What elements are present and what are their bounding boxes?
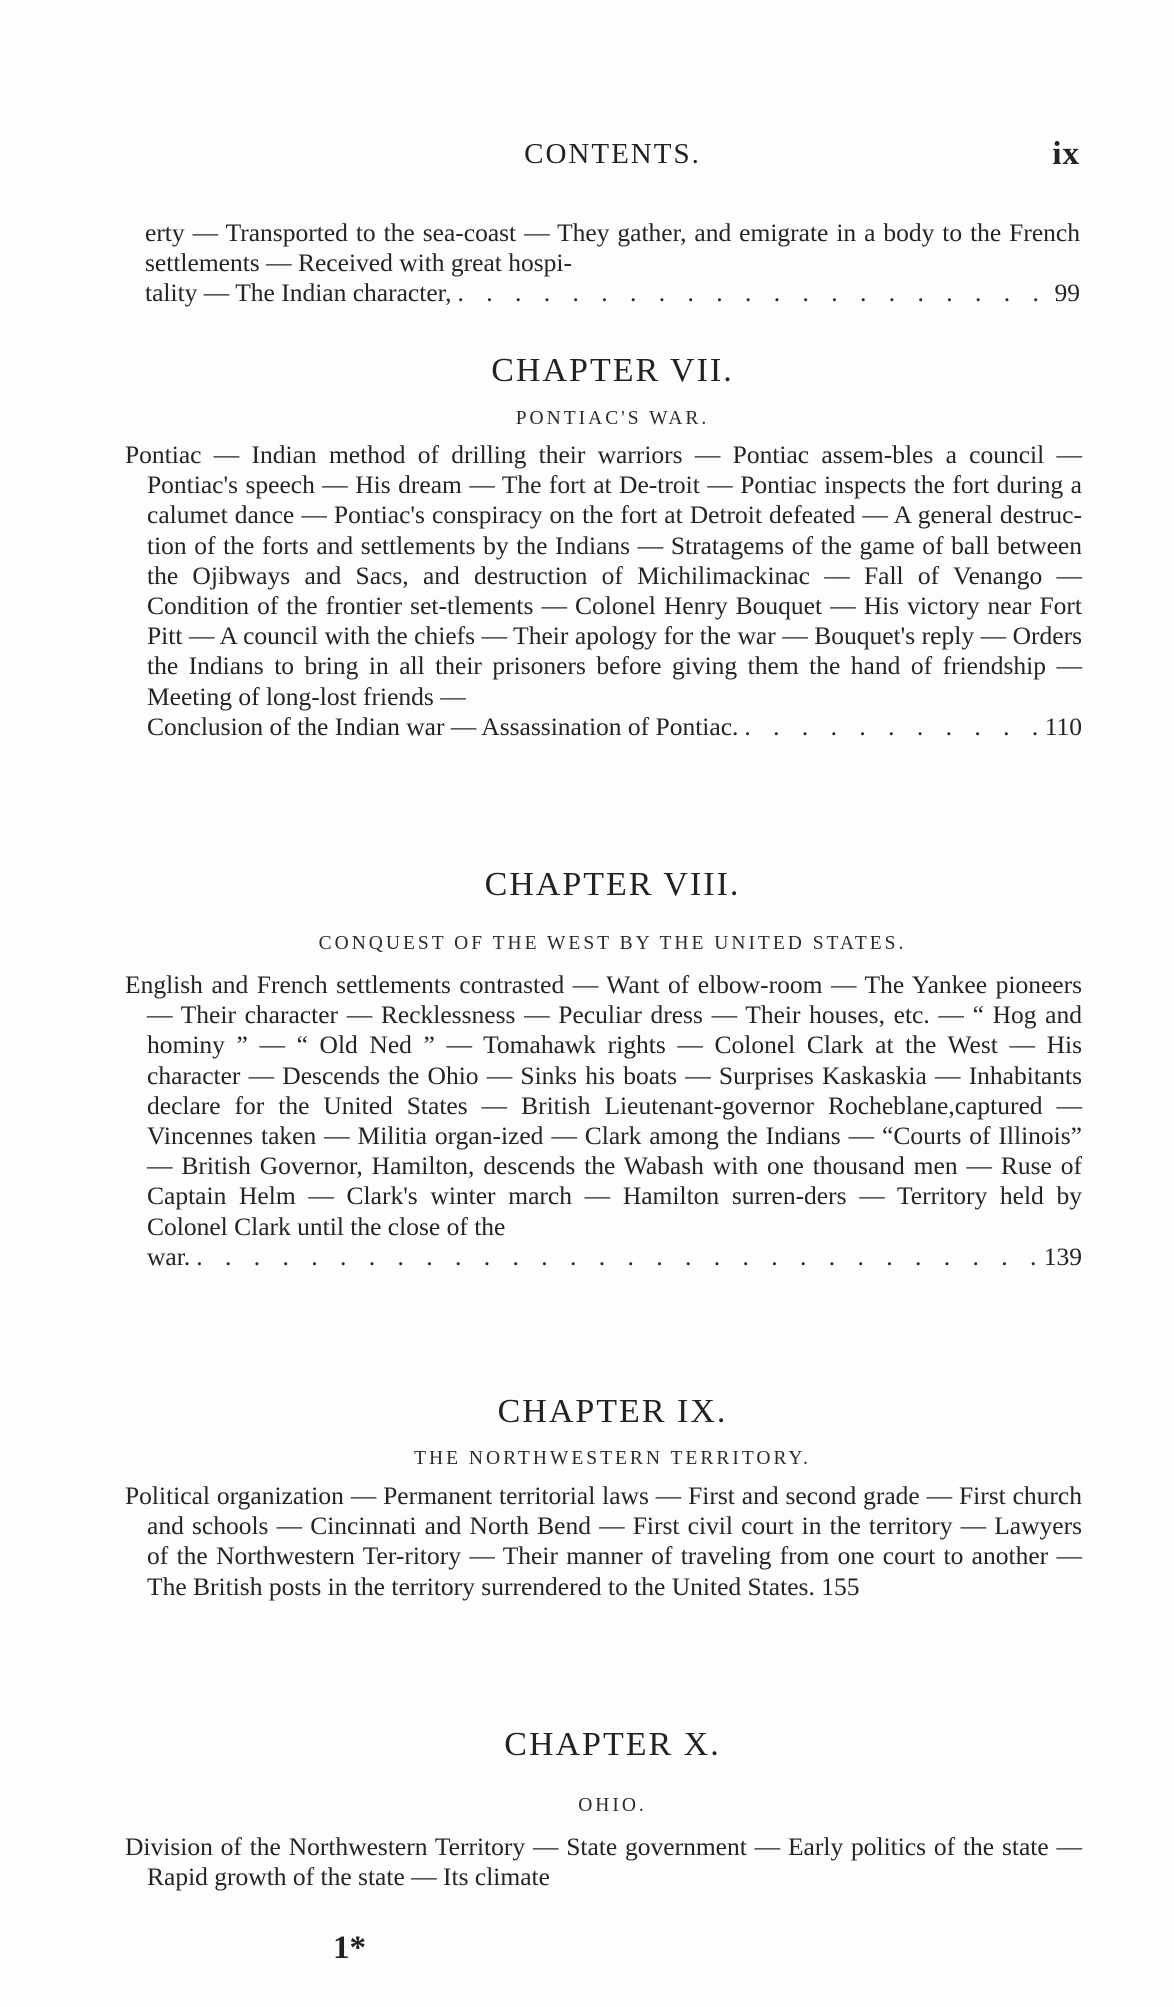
running-head [145, 138, 1080, 178]
chapter-8-leader-line [147, 1242, 1082, 1272]
chapter-8-summary-text: English and French settlements contrasted — Want of elbow-room — The Yankee pioneers — Their character — Recklessness — Peculiar dress — Their houses, etc. — “ Hog and hominy ” — “ Old Ned ” — Tomahawk rights — Colonel Clark at the West — His character — Descends the Ohio — Sinks his boats — Surprises Kaskaskia — Inhabitants declare for the United States — British Lieutenant-governor Rocheblane,captured — Vincennes taken — Militia organ-ized — Clark among the Indians — “Courts of Illinois” — British Governor, Hamilton, descends the Wabash with one thousand men — Ruse of Captain Helm — Clark's winter march — Hamilton surren-ders — Territory held by Colonel Clark until the close of the [125, 970, 1082, 1241]
chapter-8-last-line: war. [147, 1241, 191, 1271]
chapter-9-summary-text: Political organization — Permanent territorial laws — First and second grade — First church and schools — Cincinnati and North Bend — First civil court in the territory — Lawyers of the Northwestern Ter-ritory — Their manner of traveling from one court to another — The British posts in the territory surrendered to the United States. 155 [125, 1481, 1082, 1601]
chapter-7-heading: CHAPTER VII. [491, 352, 734, 389]
signature-mark: 1* [333, 1930, 366, 1966]
chapter-7-leader-line [147, 712, 1082, 742]
chapter-8-summary [125, 970, 1082, 1272]
dot-leader [458, 278, 1049, 308]
chapter-9-heading: CHAPTER IX. [497, 1393, 728, 1430]
continuation-last-line: tality — The Indian character, [145, 278, 452, 308]
running-head-title: CONTENTS. [524, 138, 701, 170]
chapter-10-summary [125, 1832, 1082, 1892]
chapter-10-summary-text: Division of the Northwestern Territory — State government — Early politics of the state — Rapid growth of the state — Its climate [125, 1832, 1082, 1892]
chapter-10-subtitle: OHIO. [578, 1795, 647, 1816]
chapter-7-summary [125, 440, 1082, 742]
chapter-8-subtitle: CONQUEST OF THE WEST BY THE UNITED STATES. [318, 933, 907, 954]
chapter-8-page: 139 [1043, 1241, 1082, 1271]
chapter-7-last-line: Conclusion of the Indian war — Assassination of Pontiac. [147, 711, 739, 741]
dot-leader [196, 1242, 1038, 1272]
continuation-page: 99 [1054, 278, 1080, 308]
page-number: ix [1052, 136, 1080, 172]
continuation-entry [145, 218, 1080, 309]
chapter-10-heading: CHAPTER X. [504, 1726, 721, 1763]
chapter-8-heading: CHAPTER VIII. [484, 866, 741, 903]
chapter-9-subtitle: THE NORTHWESTERN TERRITORY. [414, 1448, 811, 1469]
chapter-9-summary [125, 1481, 1082, 1602]
continuation-text: erty — Transported to the sea-coast — They gather, and emigrate in a body to the French settlements — Received with great hospi- [145, 218, 1080, 278]
chapter-7-subtitle: PONTIAC'S WAR. [515, 408, 710, 429]
chapter-7-page: 110 [1044, 711, 1082, 741]
chapter-7-summary-text: Pontiac — Indian method of drilling their warriors — Pontiac assem-bles a council — Pontiac's speech — His dream — The fort at De-troit — Pontiac inspects the fort during a calumet dance — Pontiac's conspiracy on the fort at Detroit defeated — A general destruc-tion of the forts and settlements by the Indians — Stratagems of the game of ball between the Ojibways and Sacs, and destruction of Michilimackinac — Fall of Venango — Condition of the frontier set-tlements — Colonel Henry Bouquet — His victory near Fort Pitt — A council with the chiefs — Their apology for the war — Bouquet's reply — Orders the Indians to bring in all their prisoners before giving them the hand of friendship — Meeting of long-lost friends — [125, 440, 1082, 711]
continuation-leader-line [145, 278, 1080, 308]
dot-leader [744, 712, 1038, 742]
